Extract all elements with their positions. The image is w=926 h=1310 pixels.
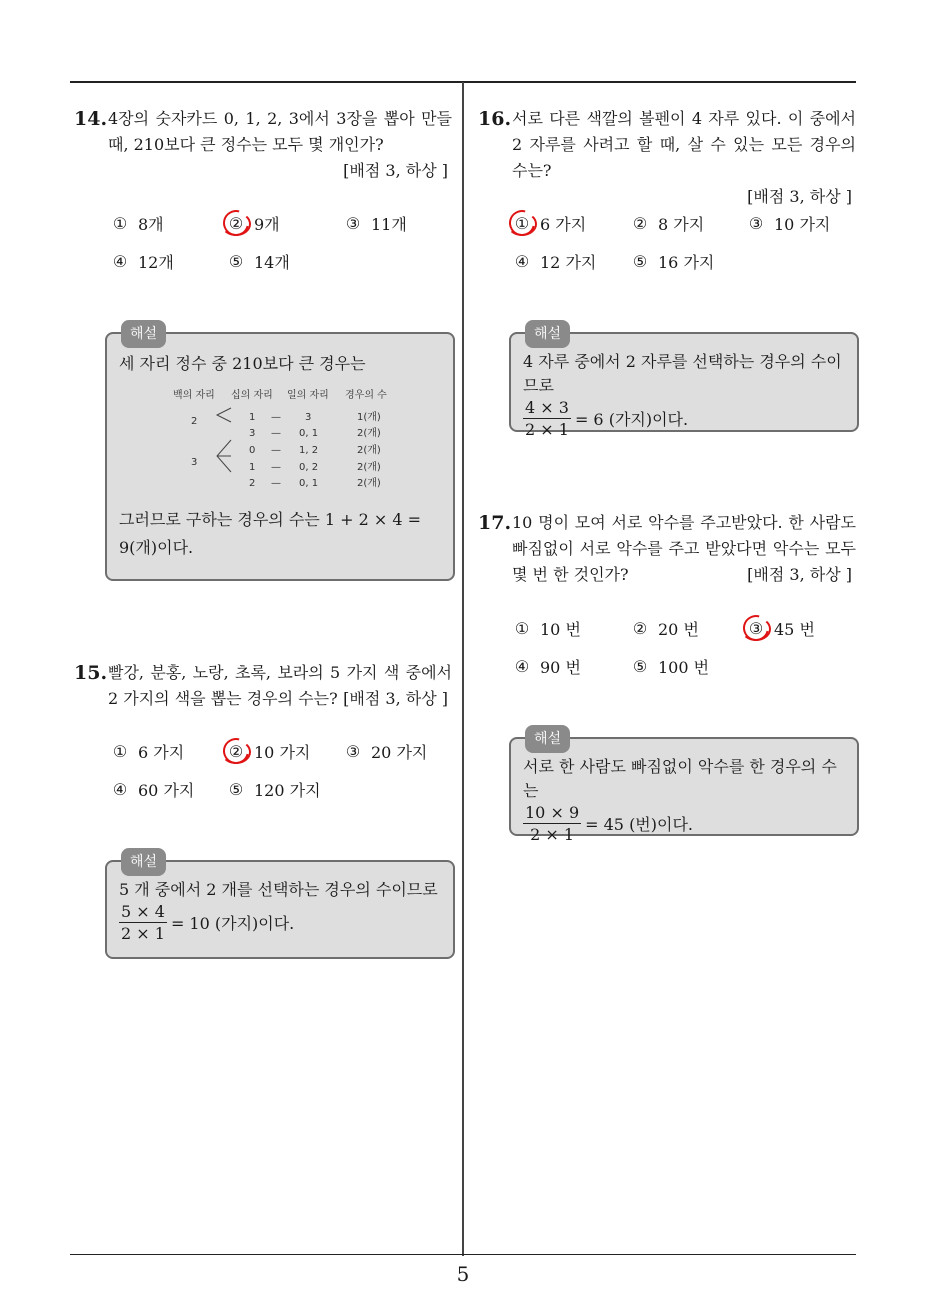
solution-line: 5 개 중에서 2 개를 선택하는 경우의 수이므로 (119, 880, 438, 899)
score-label: [배점 3, 하상 ] (747, 565, 852, 584)
fraction: $\frac{4 \times 3}{2 \times 1}$ (525, 398, 569, 439)
question-text: 4장의 숫자카드 0, 1, 2, 3에서 3장을 뽑아 만들 때, 210보다 큰 정수는 모두 몇 개인가? (108, 109, 452, 154)
choice-1[interactable]: ① 8개 (112, 214, 164, 234)
solution-equation: $\frac{4 \times 3}{2 \times 1}$ = 6 (가지)이다. (525, 398, 689, 439)
column-divider (462, 82, 464, 1256)
solution-tag: 해설 (121, 320, 166, 348)
choice-2[interactable]: ② 20 번 (632, 619, 699, 639)
choice-5[interactable]: ⑤ 14개 (228, 252, 290, 272)
solution-tag: 해설 (525, 725, 570, 753)
solution-line: 4 자루 중에서 2 자루를 선택하는 경우의 수이므로 (523, 352, 842, 395)
choice-4[interactable]: ④ 90 번 (514, 657, 581, 677)
solution-box-14 (105, 326, 455, 581)
answer-circle-icon: ① (512, 214, 532, 233)
question-text: 10 명이 모여 서로 악수를 주고받았다. 한 사람도 빠짐없이 서로 악수를 주고 받았다면 악수는 모두 몇 번 한 것인가? (512, 513, 856, 584)
fraction: $\frac{10 \times 9}{2 \times 1}$ (525, 803, 580, 844)
question-number: 17. (478, 512, 512, 534)
choice-5[interactable]: ⑤ 16 가지 (632, 252, 715, 272)
score-label: [배점 3, 하상 ] (747, 187, 852, 206)
solution-box-16 (509, 326, 859, 439)
solution-equation: $\frac{10 \times 9}{2 \times 1}$ = 45 (번)이다. (525, 803, 694, 844)
choice-2[interactable]: ② 8 가지 (632, 214, 705, 234)
choice-1-selected[interactable]: ① 6 가지 (512, 212, 586, 235)
solution-box-15 (105, 854, 455, 959)
footer-rule (70, 1254, 856, 1255)
solution-tag: 해설 (525, 320, 570, 348)
question-number: 16. (478, 108, 512, 130)
solution-tag: 해설 (121, 848, 166, 876)
choice-4[interactable]: ④ 12개 (112, 252, 174, 272)
choice-1[interactable]: ① 10 번 (514, 619, 581, 639)
score-label: [배점 3, 하상 ] (343, 161, 448, 180)
question-text: 서로 다른 색깔의 볼펜이 4 자루 있다. 이 중에서 2 자루를 사려고 할 때, 살 수 있는 모든 경우의 수는? (512, 109, 856, 180)
solution-intro: 세 자리 정수 중 210보다 큰 경우는 (119, 354, 366, 373)
question-14 (74, 106, 452, 184)
choice-4[interactable]: ④ 12 가지 (514, 252, 597, 272)
answer-circle-icon: ② (226, 214, 246, 233)
fraction: $\frac{5 \times 4}{2 \times 1}$ (121, 902, 165, 943)
question-number: 15. (74, 662, 108, 684)
solution-equation: $\frac{5 \times 4}{2 \times 1}$ = 10 (가지)이다. (121, 902, 295, 943)
choice-2-selected[interactable]: ② 9개 (226, 212, 280, 235)
case-tree: 백의 자리 십의 자리 일의 자리 경우의 수 2 3 1 — 3 1(개) 3 — 0, 1 2(개) 0 — 1, 2 2(개) 1 — 0, 2 2(개) 2 — 0, 1 2(개) (119, 376, 441, 486)
question-16 (478, 106, 856, 210)
question-number: 14. (74, 108, 108, 130)
choice-2-selected[interactable]: ② 10 가지 (226, 740, 310, 763)
choice-3-selected[interactable]: ③ 45 번 (746, 617, 815, 640)
page-number: 5 (456, 1262, 470, 1286)
choice-3[interactable]: ③ 20 가지 (345, 742, 428, 762)
choice-5[interactable]: ⑤ 120 가지 (228, 780, 321, 800)
choice-3[interactable]: ③ 10 가지 (748, 214, 831, 234)
answer-circle-icon: ③ (746, 619, 766, 638)
choice-1[interactable]: ① 6 가지 (112, 742, 185, 762)
score-label: [배점 3, 하상 ] (343, 689, 448, 708)
question-17 (478, 510, 856, 588)
solution-line: 서로 한 사람도 빠짐없이 악수를 한 경우의 수는 (523, 757, 837, 800)
answer-circle-icon: ② (226, 742, 246, 761)
question-15 (74, 660, 452, 712)
choice-4[interactable]: ④ 60 가지 (112, 780, 195, 800)
choice-3[interactable]: ③ 11개 (345, 214, 407, 234)
choice-5[interactable]: ⑤ 100 번 (632, 657, 710, 677)
solution-box-17 (509, 731, 859, 844)
question-text: 빨강, 분홍, 노랑, 초록, 보라의 5 가지 색 중에서 2 가지의 색을 뽑는 경우의 수는? (108, 663, 452, 708)
solution-conclusion: 그러므로 구하는 경우의 수는 1 + 2 × 4 = 9(개)이다. (119, 510, 422, 557)
